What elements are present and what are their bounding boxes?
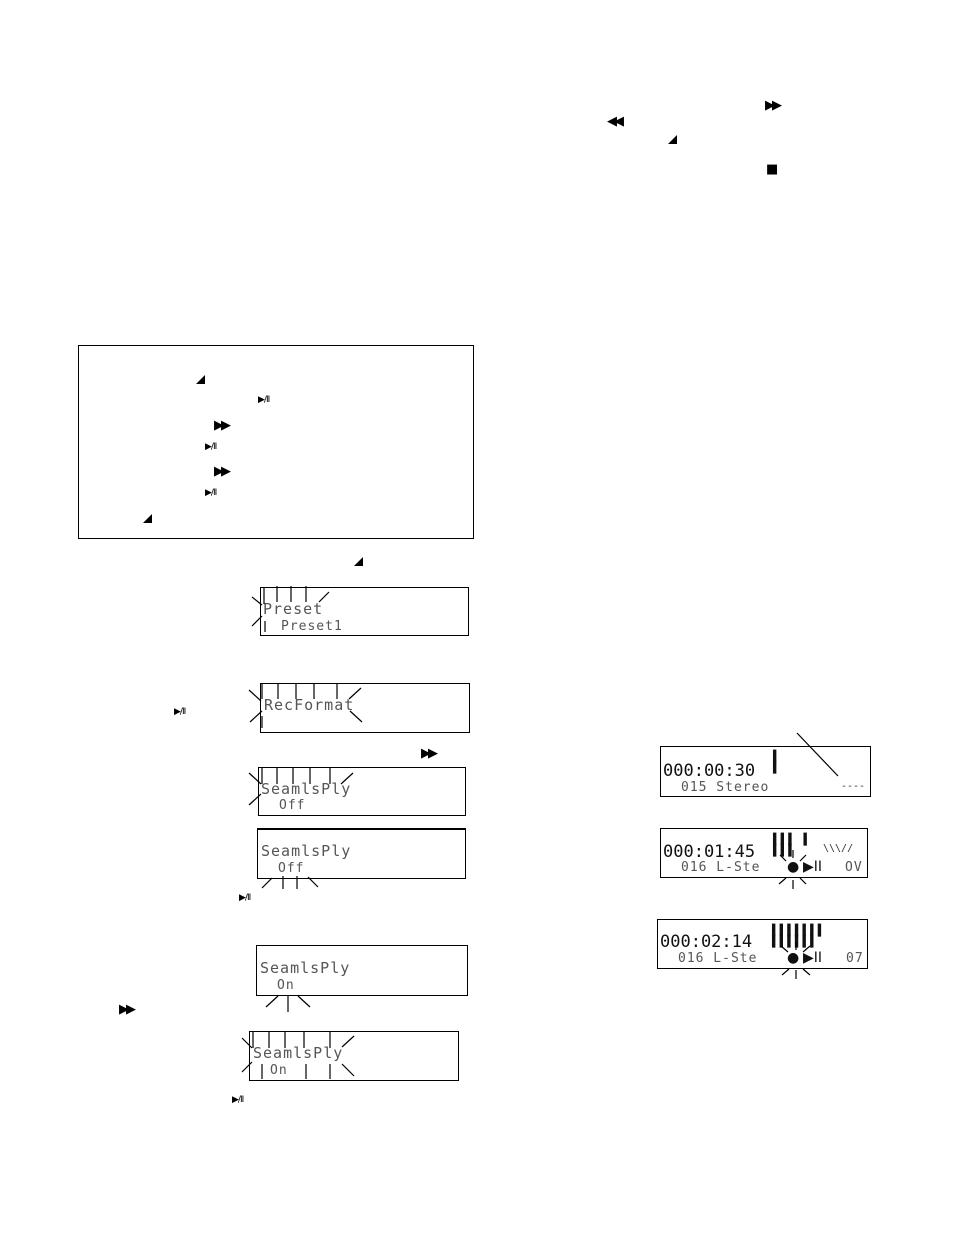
record-dot-icon: ● <box>787 950 800 966</box>
time-counter: 000:00:30 <box>663 761 756 781</box>
lcd-line1: SeamlsPly <box>261 780 352 798</box>
lcd-screen-seamlessplay-off-blink <box>257 828 466 879</box>
fast-forward-icon: ▶▶ <box>421 746 435 761</box>
enter-triangle-icon <box>143 514 152 523</box>
lcd-screen-recformat <box>260 683 470 733</box>
play-pause-indicator-icon: ▶II <box>803 950 823 966</box>
level-meter: ▌ ▌ <box>773 750 781 774</box>
track-info: 015 Stereo <box>681 780 770 795</box>
lcd-screen-seamlessplay-on <box>256 945 468 996</box>
play-pause-icon: ▶/II <box>258 395 270 405</box>
time-counter: 000:02:14 <box>660 932 753 952</box>
lcd-line2: Off <box>278 861 305 876</box>
fast-forward-icon: ▶▶ <box>765 98 779 113</box>
lcd-line2: On <box>277 978 295 993</box>
right-indicator: 07 <box>846 951 864 966</box>
record-dot-icon: ● <box>787 859 800 875</box>
stop-icon: ■ <box>766 162 779 177</box>
right-indicator: OV <box>845 860 863 875</box>
lcd-counter-screen-1 <box>660 746 871 797</box>
play-pause-icon: ▶/II <box>239 893 251 903</box>
enter-triangle-icon <box>668 135 677 144</box>
lcd-line1: SeamlsPly <box>261 842 352 860</box>
time-counter: 000:01:45 <box>663 842 756 862</box>
track-info: 016 L-Ste <box>681 860 761 875</box>
lcd-line2: Preset1 <box>281 619 343 634</box>
play-pause-icon: ▶/II <box>205 488 217 498</box>
level-scale: \\\// <box>823 843 854 854</box>
enter-triangle-icon <box>354 557 363 566</box>
lcd-screen-seamlessplay-off <box>258 767 466 816</box>
fast-forward-icon: ▶▶ <box>214 418 228 433</box>
right-indicator: ---- <box>841 781 866 792</box>
play-pause-indicator-icon: ▶II <box>803 859 823 875</box>
lcd-line2: On <box>270 1063 288 1078</box>
play-pause-icon: ▶/II <box>232 1095 244 1105</box>
play-pause-icon: ▶/II <box>205 442 217 452</box>
lcd-counter-screen-3 <box>657 919 868 969</box>
enter-triangle-icon <box>196 375 205 384</box>
lcd-counter-screen-2 <box>660 828 868 878</box>
lcd-line1: SeamlsPly <box>260 959 351 977</box>
fast-forward-icon: ▶▶ <box>214 464 228 479</box>
fast-forward-icon: ▶▶ <box>119 1002 133 1017</box>
play-pause-icon: ▶/II <box>174 707 186 717</box>
level-meter: ▌▌▌ ▌ ▌▌▌ <box>773 833 812 857</box>
lcd-line1: Preset <box>263 600 324 618</box>
level-meter: ▌▌▌▌▌▌▌ ▌▌▌▌▌▌ <box>772 924 826 948</box>
procedure-box <box>78 345 474 539</box>
lcd-line2: Off <box>279 798 306 813</box>
lcd-screen-seamlessplay-on-blink <box>249 1031 459 1081</box>
lcd-line1: RecFormat <box>264 696 355 714</box>
track-info: 016 L-Ste <box>678 951 758 966</box>
rewind-icon: ◀◀ <box>607 114 621 129</box>
lcd-line1: SeamlsPly <box>253 1044 344 1062</box>
lcd-screen-preset <box>260 587 469 636</box>
